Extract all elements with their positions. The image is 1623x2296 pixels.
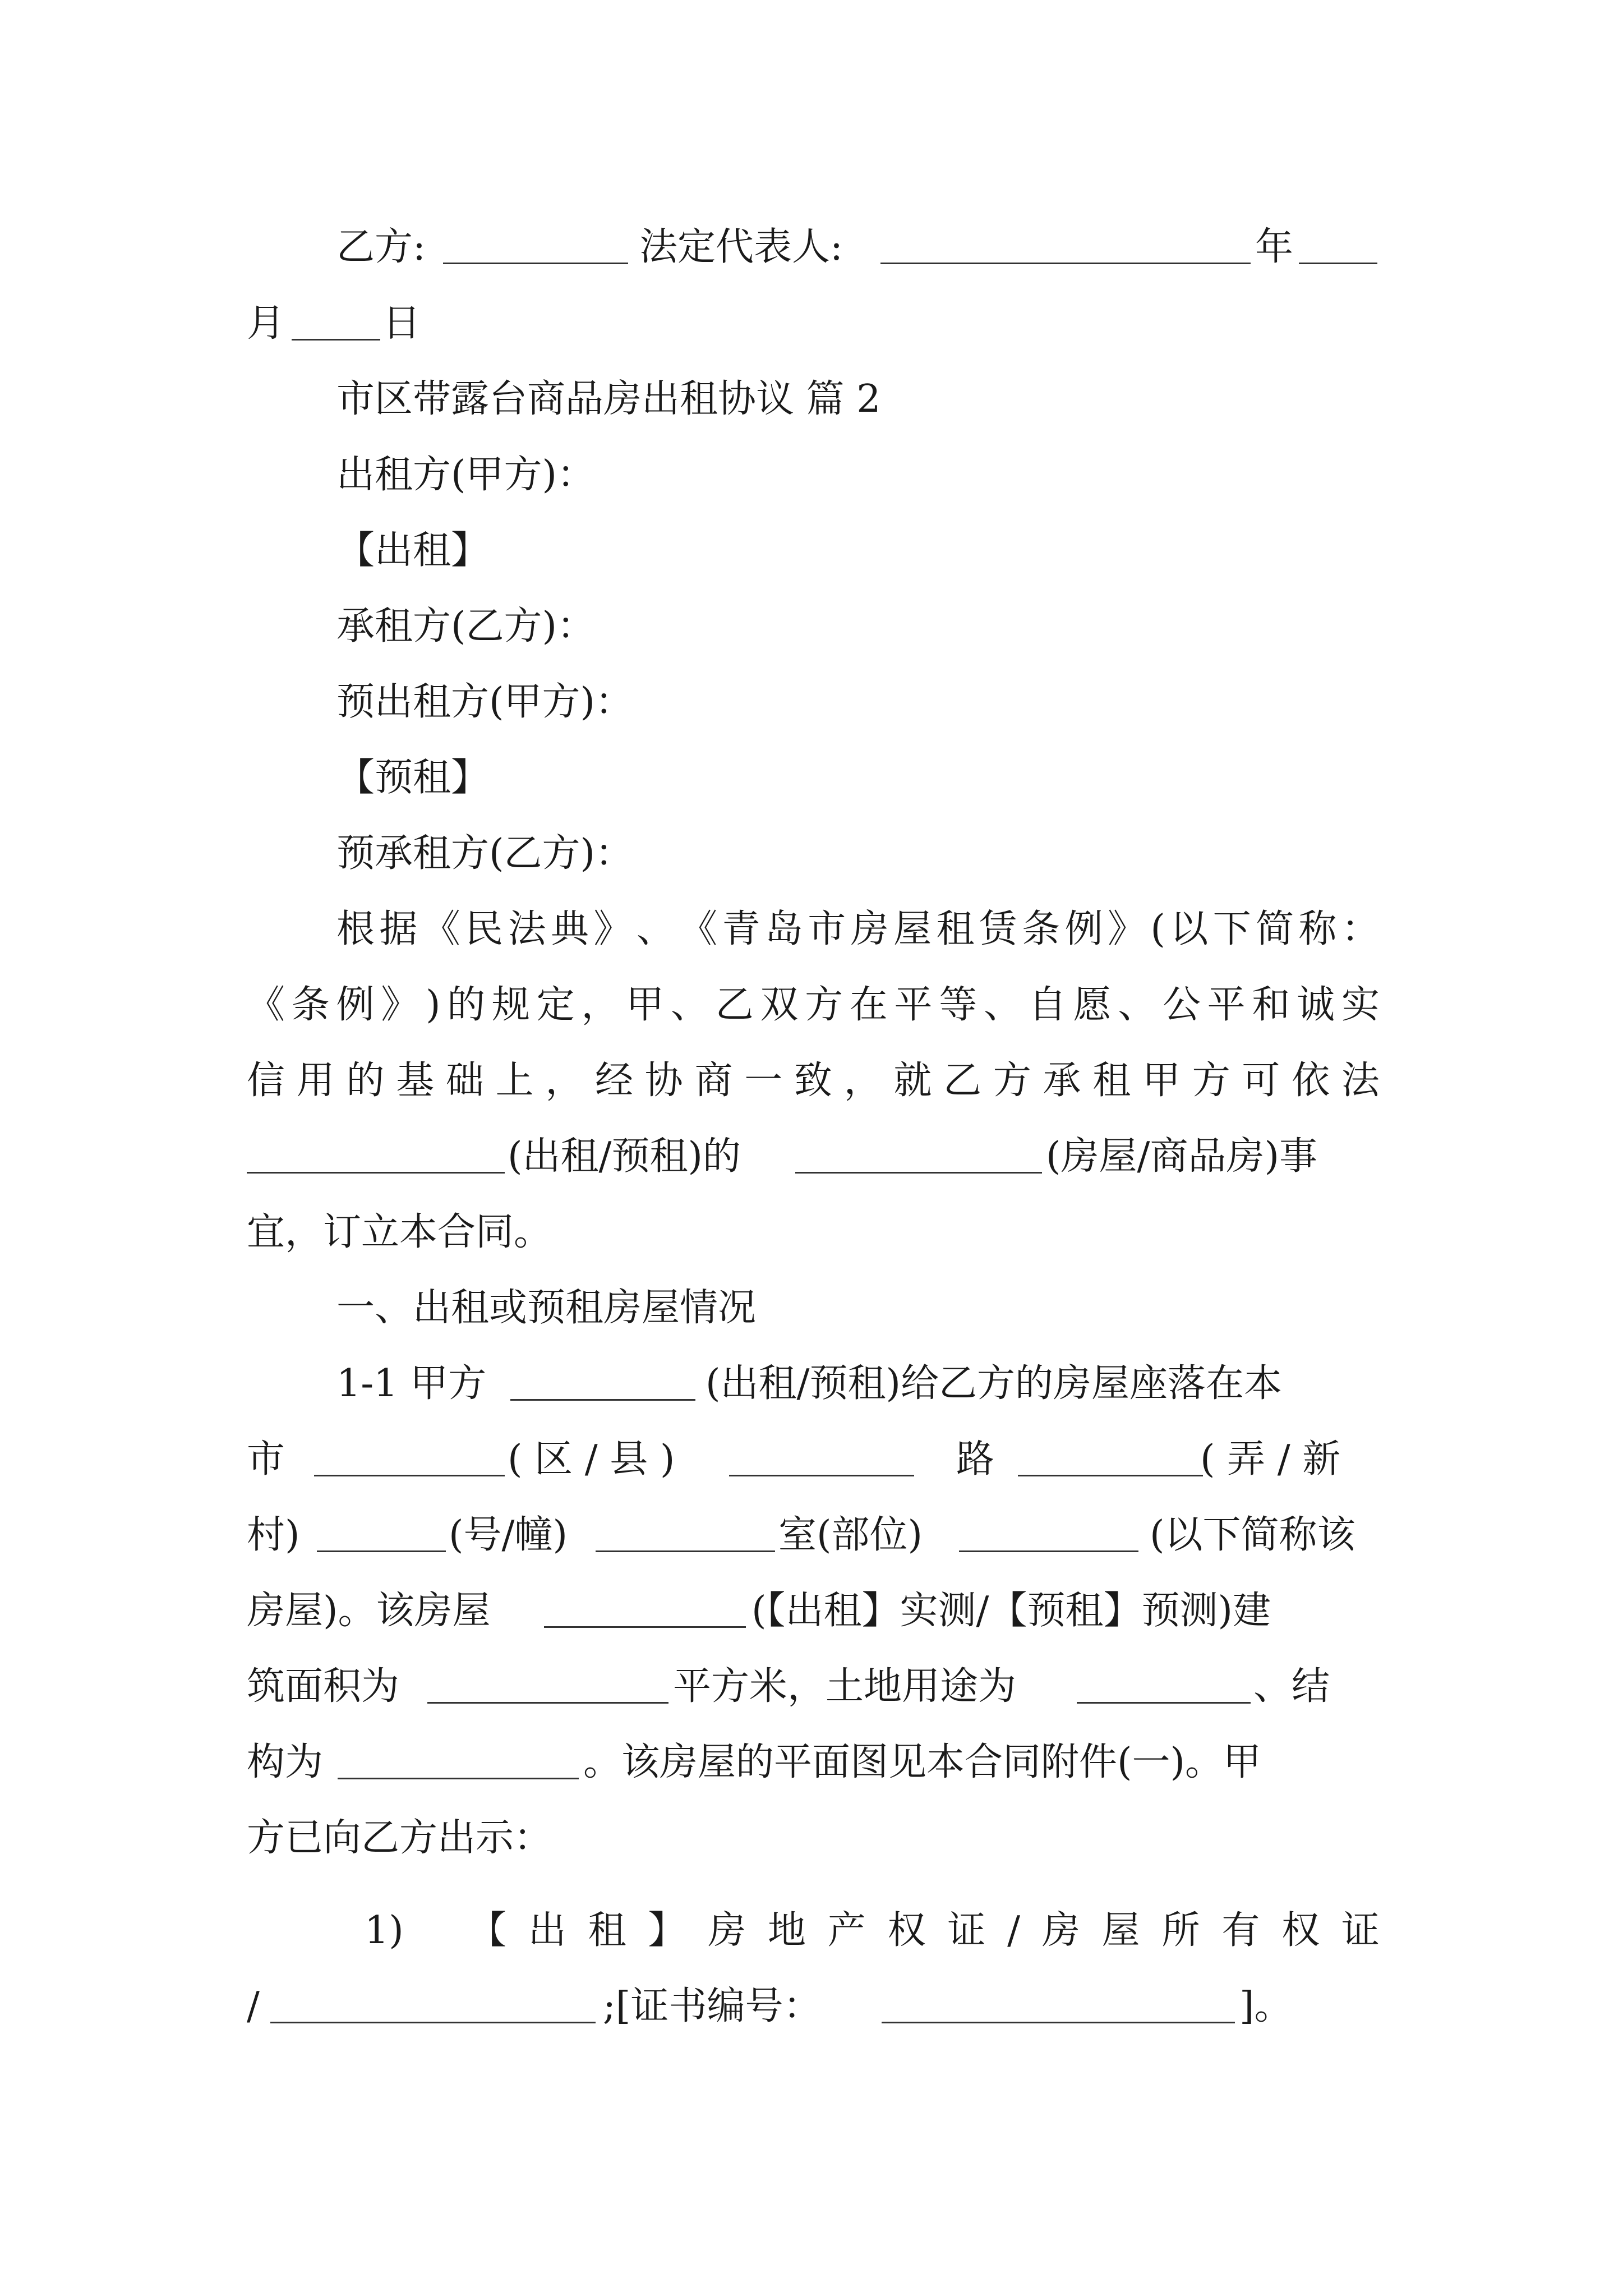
lessee-label: 承租方(乙方)： (336, 604, 596, 648)
paragraph-line: (出租/预租)的 (房屋/商品房)事 (0, 1126, 1623, 1188)
district-blank (729, 1475, 914, 1476)
paragraph-line: 1-1 甲方 (出租/预租)给乙方的房屋座落在本 (336, 1361, 1282, 1406)
property-type-blank (795, 1172, 1042, 1174)
structure-blank (338, 1778, 579, 1779)
pre-lessor-label: 预出租方(甲方)： (336, 680, 634, 724)
paragraph-line: 信 用 的 基 础 上 ， 经 协 商 一 致 ， 就 乙 方 承 租 甲 方 可 依 法 (247, 1059, 1380, 1103)
paragraph-line: 根 据 《 民 法 典 》 、 《 青 岛 市 房 屋 租 赁 条 例 》 ( 以 下 简 称 ： (336, 907, 1380, 951)
area-type-blank (544, 1626, 746, 1628)
road-blank (1018, 1475, 1203, 1476)
paragraph-line: 市 ( 区 / 县 ) 路 ( 弄 / 新 (247, 1437, 1341, 1481)
day-label: 日 (382, 301, 421, 346)
date-line (0, 293, 1623, 355)
legal-rep-blank (880, 263, 1251, 264)
certificate-number-blank (882, 2022, 1235, 2023)
party-b-label: 乙方: (336, 225, 426, 269)
month-label: 月 (247, 301, 285, 346)
land-use-blank (1077, 1702, 1251, 1704)
paragraph-line: 构为 。该房屋的平面图见本合同附件(一)。甲 (247, 1740, 1262, 1784)
city-blank (314, 1475, 505, 1476)
lease-type-blank (247, 1172, 505, 1174)
lane-blank (317, 1550, 446, 1552)
party-b-blank (443, 263, 628, 264)
year-label: 年 (1255, 225, 1294, 269)
list-item: 1) 【 出 租 】 房 地 产 权 证 / 房 屋 所 有 权 证 (365, 1908, 1380, 1953)
section-pre-lease: 【预租】 (336, 756, 490, 800)
section-heading: 一、出租或预租房屋情况 (336, 1286, 757, 1330)
certificate-type-blank (270, 2022, 596, 2023)
paragraph-line: 方已向乙方出示： (247, 1816, 552, 1860)
room-blank (959, 1550, 1138, 1552)
paragraph-line: 《 条 例 》 ) 的 规 定 ， 甲 、 乙 双 方 在 平 等 、 自 愿 、 公 平 和 诚 实 (247, 983, 1380, 1027)
lessor-label: 出租方(甲方)： (336, 453, 596, 497)
list-item: / ;[证书编号： ]。 (247, 1984, 1293, 2028)
paragraph-line: 村) (号/幢) 室(部位) (以下简称该 (247, 1513, 1355, 1557)
floor-area-blank (427, 1702, 668, 1704)
month-blank (292, 339, 380, 341)
section-lease: 【出租】 (336, 528, 490, 573)
legal-rep-label: 法定代表人: (639, 225, 843, 269)
building-blank (596, 1550, 775, 1552)
lease-type-blank (510, 1399, 695, 1401)
paragraph-line: 宜，订立本合同。 (247, 1210, 552, 1254)
paragraph-line: 房屋)。该房屋 (【出租】实测/【预租】预测)建 (247, 1589, 1271, 1633)
signature-line (0, 217, 1623, 278)
agreement-title: 市区带露台商品房出租协议 篇 2 (336, 377, 881, 421)
pre-lessee-label: 预承租方(乙方)： (336, 831, 634, 876)
paragraph-line: 筑面积为 平方米，土地用途为 、结 (247, 1664, 1330, 1709)
year-blank (1299, 263, 1377, 264)
